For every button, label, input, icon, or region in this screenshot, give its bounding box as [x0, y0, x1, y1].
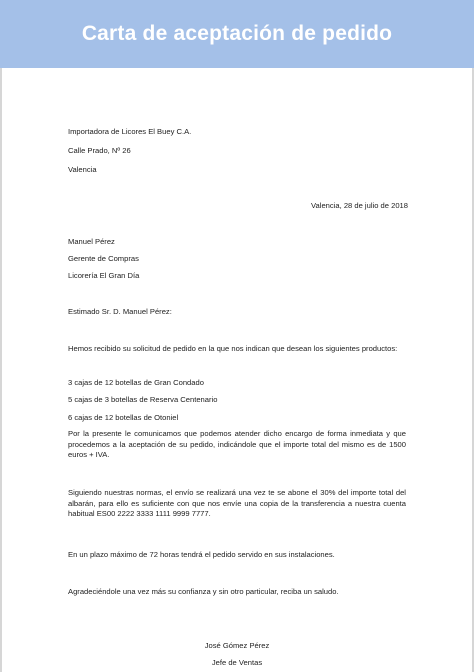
- product-item: 3 cajas de 12 botellas de Gran Condado: [68, 378, 204, 387]
- page-border-left: [0, 68, 2, 672]
- header-banner: [0, 0, 474, 68]
- page-title: Carta de aceptación de pedido: [81, 22, 393, 45]
- intro-paragraph: Hemos recibido su solicitud de pedido en la que nos indican que desean los siguientes productos:: [68, 344, 398, 353]
- body-paragraph-2: Siguiendo nuestras normas, el envío se realizará una vez te se abone el 30% del importe total del albarán, para ello es suficiente con que nos envíe una copia de la transferencia a nuestra cuenta habitual ES00 2222 3333 1111 9999 7777.: [68, 488, 406, 518]
- product-item: 6 cajas de 12 botellas de Otoniel: [68, 413, 179, 422]
- sender-company: Importadora de Licores El Buey C.A.: [68, 127, 192, 136]
- recipient-name: Manuel Pérez: [68, 237, 115, 246]
- recipient-company: Licorería El Gran Día: [68, 271, 140, 280]
- recipient-position: Gerente de Compras: [68, 254, 139, 263]
- body-paragraph-4: Agradeciéndole una vez más su confianza y sin otro particular, reciba un saludo.: [68, 587, 339, 596]
- product-item: 5 cajas de 3 botellas de Reserva Centenario: [68, 395, 218, 404]
- sender-city: Valencia: [68, 165, 97, 174]
- sender-address: Calle Prado, Nº 26: [68, 146, 131, 155]
- body-paragraph-1: Por la presente le comunicamos que podemos atender dicho encargo de forma inmediata y que procedemos a la aceptación de su pedido, indicándole que el importe total del mismo es de 1500 euros + IVA.: [68, 429, 406, 459]
- letter-date: Valencia, 28 de julio de 2018: [311, 201, 408, 210]
- signature-name: José Gómez Pérez: [204, 641, 270, 650]
- signature-title: Jefe de Ventas: [211, 658, 263, 667]
- salutation: Estimado Sr. D. Manuel Pérez:: [68, 307, 172, 316]
- body-paragraph-3: En un plazo máximo de 72 horas tendrá el pedido servido en sus instalaciones.: [68, 550, 335, 559]
